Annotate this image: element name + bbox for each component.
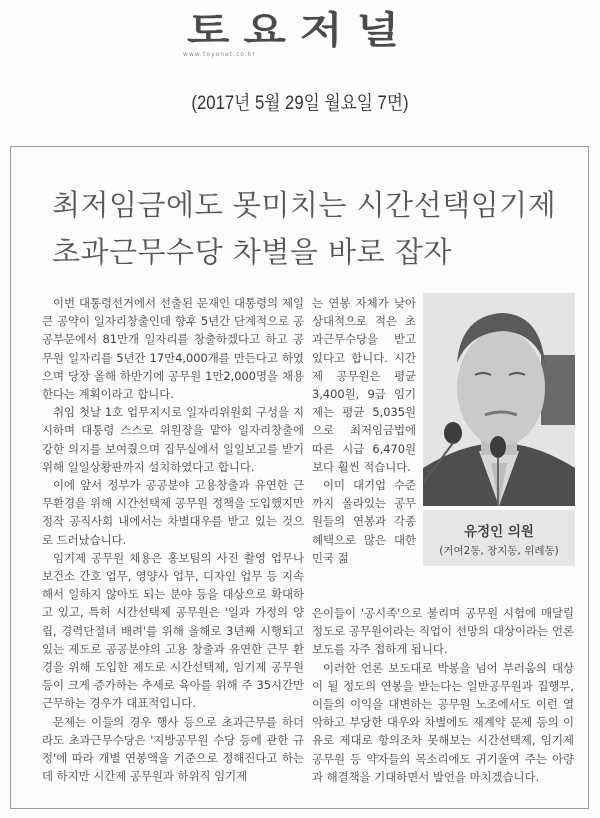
article-column-right-narrow [312,294,416,567]
speaker-district: (거여2동, 장지동, 위례동) [439,545,559,557]
article-headline [52,182,572,276]
newspaper-url: www.toyonet.co.kr [183,51,256,58]
paragraph: 는 연봉 자체가 낮아 상대적으로 적은 초과근무수당을 받고 있다고 합니다. 시간제 공무원은 평균 3,400원, 9급 임기제는 평균 5,035원으로 최저임금법에 따른 시급 6,470원보다 훨씬 적습니다. [312,296,416,474]
speaker-name: 유정인 의원 [464,524,534,540]
paragraph: 문제는 이들의 경우 행사 등으로 초과근무를 하더라도 초과근무수당은 '지방공무원 수당 등에 관한 규정'에 따라 개별 연봉액을 기준으로 정해진다고 하는데 하지만 시간제 공무원과 하위직 임기제 [42,714,304,784]
paragraph: 이에 앞서 정부가 공공분야 고용창출과 유연한 근무환경을 위해 시간선택제 공무원 정책을 도입했지만 정작 공직사회 내에서는 차별대우를 받고 있는 것으로 드러났습니다. [42,478,304,547]
article-column-right-wide [312,604,574,786]
photo-caption [423,510,575,566]
paragraph: 취임 첫날 1호 업무지시로 일자리위원회 구성을 지시하며 대통령 스스로 위원장을 맡아 일자리창출에 강한 의지를 보여줬으며 집무실에서 일일보고를 받기위해 일일상황판까지 설치하였다고 합니다. [42,405,304,474]
paragraph: 은이들이 '공시족'으로 불리며 공무원 시험에 매달릴 정도로 공무원이라는 직업이 선망의 대상이라는 언론 보도를 자주 접하게 됩니다. [312,606,574,657]
paragraph: 이미 대기업 수준까지 올라있는 공무원들의 연봉과 각종 혜택으로 많은 대한민국 젊 [312,478,416,565]
masthead [0,6,600,56]
paragraph: 이번 대통령선거에서 선출된 문재인 대통령의 제일 큰 공약이 일자리창출인데 향후 5년간 단계적으로 공공부문에서 81만개 일자리를 창출하겠다고 하고 공무원 일자리를 5년간 17만4,000개를 만든다고 하였으며 당장 올해 하반기에 공무원 1만2,000명을 채용한다는 계획이라고 합니다. [42,296,304,402]
portrait-image [423,293,575,506]
paragraph: 이러한 언론 보도대로 박봉을 넘어 부러움의 대상이 될 정도의 연봉을 받는다는 일반공무원과 집행부, 이들의 이익을 대변하는 공무원 노조에서도 이런 열악하고 부당한 대우와 차별에도 재계약 문제 등의 이유로 제대로 항의조차 못해보는 시간선택제, 임기제 공무원 등 약자들의 목소리에도 귀기울여 주는 아량과 해결책을 기대하면서 발언을 마치겠습니다. [312,660,574,784]
headline-line-1: 최저임금에도 못미치는 시간선택임기제 [52,188,557,222]
headline-line-2: 초과근무수당 차별을 바로 잡자 [52,235,452,269]
publication-dateline: (2017년 5월 29일 월요일 7면) [191,93,409,114]
newspaper-logo: 토요저널 [186,8,413,53]
paragraph: 임기제 공무원 채용은 홍보팀의 사진 촬영 업무나 보건소 간호 업무, 영양사 업무, 디자인 업무 등 지속해서 일하지 않아도 되는 분야 등을 대상으로 확대하고 있고, 특히 시간선택제 공무원은 '일과 가정의 양립, 경력단절녀 배려'를 위해 올해로 3년째 시행되고 있는 제도로 공공분야의 고용 창출과 유연한 근무 환경을 위해 도입한 제도로 시간선택제, 임기제 공무원 등이 크게 증가하는 추세로 육아를 위해 주 35시간만 근무하는 경우가 대표적입니다. [42,550,304,711]
speaker-photo [423,293,575,506]
article-column-left [42,294,304,785]
